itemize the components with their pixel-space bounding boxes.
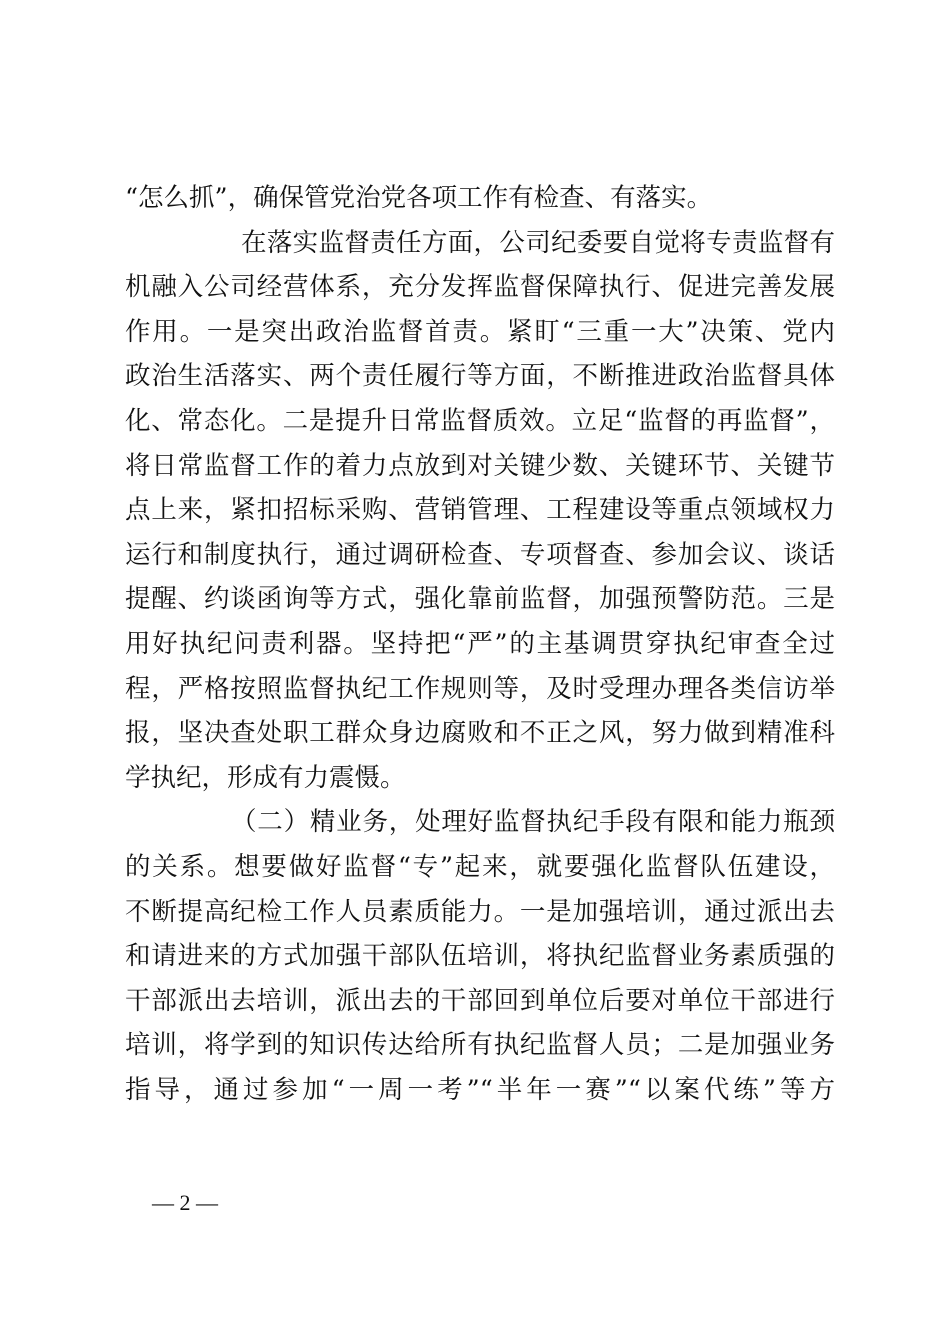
text-line: 学执纪，形成有力震慑。 — [125, 762, 406, 793]
text-line: 点上来，紧扣招标采购、营销管理、工程建设等重点领域权力 — [125, 495, 835, 526]
text-line: 用好执纪问责利器。坚持把“严”的主基调贯穿执纪审查全过 — [125, 628, 835, 659]
text-line: 机融入公司经营体系，充分发挥监督保障执行、促进完善发展 — [125, 272, 835, 303]
text-line: 不断提高纪检工作人员素质能力。一是加强培训，通过派出去 — [125, 896, 835, 927]
text-line: 程，严格按照监督执纪工作规则等，及时受理办理各类信访举 — [125, 673, 835, 704]
text-line: 运行和制度执行，通过调研检查、专项督查、参加会议、谈话 — [125, 539, 835, 570]
text-line: 干部派出去培训，派出去的干部回到单位后要对单位干部进行 — [125, 985, 835, 1016]
text-line: 化、常态化。二是提升日常监督质效。立足“监督的再监督”， — [125, 405, 835, 436]
text-line: 和请进来的方式加强干部队伍培训，将执纪监督业务素质强的 — [125, 941, 835, 972]
text-line: 作用。一是突出政治监督首责。紧盯“三重一大”决策、党内 — [125, 316, 835, 347]
text-line: 提醒、约谈函询等方式，强化靠前监督，加强预警防范。三是 — [125, 584, 835, 615]
paragraph-start-line: 在落实监督责任方面，公司纪委要自觉将专责监督有 — [241, 227, 835, 258]
body-text — [125, 176, 835, 1112]
section-heading-line: （二）精业务，处理好监督执纪手段有限和能力瓶颈 — [231, 807, 835, 838]
page-number: — 2 — — [152, 1190, 218, 1215]
text-line: 政治生活落实、两个责任履行等方面，不断推进政治监督具体 — [125, 361, 835, 392]
text-line: 培训，将学到的知识传达给所有执纪监督人员；二是加强业务 — [125, 1030, 835, 1061]
text-line: 报，坚决查处职工群众身边腐败和不正之风，努力做到精准科 — [125, 718, 835, 749]
text-line: 将日常监督工作的着力点放到对关键少数、关键环节、关键节 — [125, 450, 835, 481]
text-line: 的关系。想要做好监督“专”起来，就要强化监督队伍建设， — [125, 851, 835, 882]
text-line: “怎么抓”，确保管党治党各项工作有检查、有落实。 — [125, 183, 713, 213]
text-line: 指导，通过参加“一周一考”“半年一赛”“以案代练”等方 — [125, 1074, 835, 1105]
